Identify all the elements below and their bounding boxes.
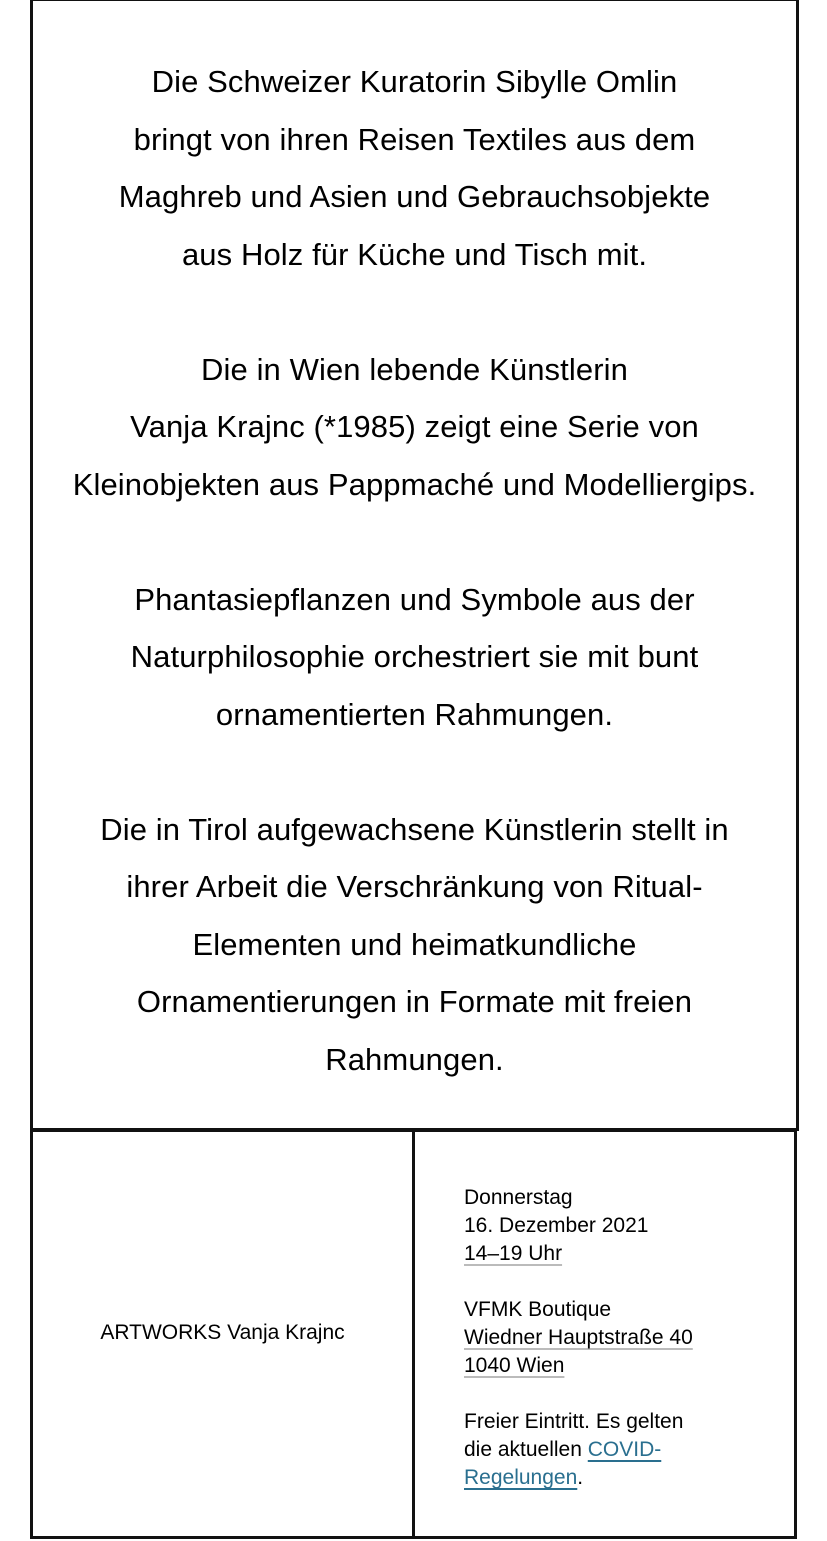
event-time: 14–19 Uhr (464, 1242, 563, 1265)
text-line: Ornamentierungen in Formate mit freien (136, 984, 693, 1019)
text-line: Naturphilosophie orchestriert sie mit bunt (130, 639, 699, 674)
text-line: Rahmungen. (325, 1041, 504, 1077)
text-line: Die in Tirol aufgewachsene Künstlerin stellt in (100, 811, 729, 847)
admission-prefix: die aktuellen (464, 1438, 588, 1461)
event-title-cell (33, 1132, 415, 1536)
paragraph-artist-background (33, 801, 796, 1089)
admission-block (464, 1408, 794, 1492)
text-line: Maghreb und Asien und Gebrauchsobjekte (118, 179, 711, 214)
event-venue-block (464, 1296, 794, 1380)
text-line: Kleinobjekten aus Pappmaché und Modelliergips. (72, 466, 757, 502)
text-line: ornamentierten Rahmungen. (215, 696, 614, 732)
event-date: 16. Dezember 2021 (464, 1214, 649, 1237)
covid-rules-link[interactable]: COVID- (587, 1438, 662, 1461)
covid-rules-link-continued[interactable]: Regelungen (464, 1466, 578, 1489)
event-date-block (464, 1184, 794, 1268)
text-line: Phantasiepflanzen und Symbole aus der (134, 581, 695, 617)
text-line: Die Schweizer Kuratorin Sibylle Omlin (151, 64, 678, 99)
venue-name: VFMK Boutique (464, 1298, 612, 1321)
text-line: Elementen und heimatkundliche (192, 926, 637, 962)
text-line: bringt von ihren Reisen Textiles aus dem (133, 121, 696, 157)
venue-street: Wiedner Hauptstraße 40 (464, 1326, 693, 1349)
paragraph-artwork-themes (33, 571, 796, 744)
text-line: ihrer Arbeit die Verschränkung von Ritual- (126, 869, 703, 904)
venue-city: 1040 Wien (464, 1354, 565, 1377)
admission-suffix: . (577, 1466, 584, 1489)
description-panel (30, 0, 799, 1131)
admission-line-2 (464, 1436, 794, 1464)
text-line: aus Holz für Küche und Tisch mit. (181, 236, 648, 272)
text-line: Vanja Krajnc (*1985) zeigt eine Serie von (130, 409, 699, 444)
admission-line: Freier Eintritt. Es gelten (464, 1410, 684, 1433)
admission-line-3 (464, 1464, 794, 1492)
event-details-cell (415, 1132, 794, 1536)
event-info-table (30, 1129, 797, 1539)
event-weekday: Donnerstag (464, 1186, 573, 1209)
paragraph-curator (33, 53, 796, 283)
paragraph-artist-intro (33, 341, 796, 514)
text-line: Die in Wien lebende Künstlerin (201, 351, 628, 387)
event-title: ARTWORKS Vanja Krajnc (100, 1321, 345, 1344)
